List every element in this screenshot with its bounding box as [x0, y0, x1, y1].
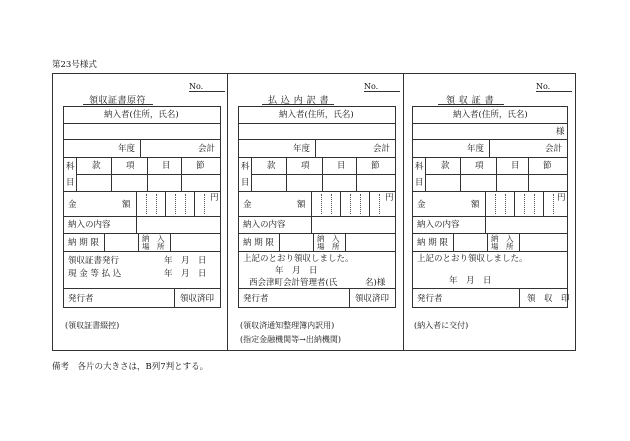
divider: [487, 234, 488, 251]
amount-kin: 金: [68, 200, 77, 210]
contents-row: [239, 217, 395, 234]
divider: [315, 140, 316, 157]
digit-divider: [185, 194, 186, 214]
divider: [313, 234, 314, 251]
payer-row: [64, 107, 220, 124]
divider: [496, 158, 497, 191]
contents-row: [413, 217, 567, 234]
manager-name: 西会津町会計管理者(氏: [249, 278, 338, 288]
divider: [194, 192, 195, 216]
divider: [528, 158, 529, 191]
issuer-label: 発行者: [68, 294, 94, 304]
amount-kin: 金: [417, 200, 426, 210]
form-number: 第23号様式: [52, 60, 97, 70]
place-label-1: 納 入: [142, 234, 165, 243]
col-kan: 款: [441, 161, 450, 171]
deadline-row: [239, 234, 395, 252]
title-underline: [262, 104, 334, 105]
digit-divider: [495, 194, 496, 214]
yen-label: 円: [557, 193, 566, 203]
divider: [140, 140, 141, 157]
divider: [460, 158, 461, 191]
issue-row: [64, 252, 220, 289]
category-header: [76, 158, 220, 175]
yen-label: 円: [385, 193, 394, 203]
panel-note-2: (指定金融機関等→出納機関): [240, 335, 341, 344]
amount-row: [413, 192, 567, 217]
amount-row: [64, 192, 220, 217]
fiscal-year-label: 年度: [293, 144, 311, 154]
deadline-label: 納 期 限: [243, 238, 274, 248]
col-kou: 項: [126, 161, 135, 171]
no-underline: [189, 91, 225, 92]
divider: [543, 192, 544, 216]
payer-blank-row: [239, 124, 395, 140]
divider: [181, 158, 182, 191]
divider: [485, 192, 486, 216]
place-label-1: 納 入: [317, 234, 340, 243]
place-label-2: 場 所: [317, 242, 340, 251]
no-label: No.: [189, 82, 204, 91]
digit-divider: [553, 194, 554, 214]
fiscal-row: [239, 140, 395, 158]
panel-payment-breakdown: [228, 73, 404, 351]
digit-divider: [505, 194, 506, 214]
manager-seal: 名)様: [365, 278, 386, 288]
divider: [356, 158, 357, 191]
digit-divider: [524, 194, 525, 214]
category-header: [251, 158, 395, 175]
payer-label: 納入者(住所，氏名): [104, 110, 179, 120]
amount-gaku: 額: [297, 200, 306, 210]
panel-title: 領 収 証 書: [446, 96, 495, 106]
divider: [170, 234, 171, 251]
divider: [104, 234, 105, 251]
col-setsu: 節: [196, 161, 205, 171]
divider: [489, 140, 490, 157]
no-label: No.: [536, 82, 551, 91]
received-text: 上記のとおり領収しました。: [243, 254, 354, 264]
panel-title: 領収証書原符: [89, 96, 147, 106]
digit-divider: [331, 194, 332, 214]
digit-divider: [146, 194, 147, 214]
place-label-2: 場 所: [491, 242, 514, 251]
panel-receipt-stub: [52, 73, 228, 351]
place-label-1: 納 入: [491, 234, 514, 243]
issuer-row: [413, 289, 570, 308]
remark: 備考 各片の大きさは，B列7判とする。: [52, 362, 209, 372]
col-moku: 目: [162, 161, 171, 171]
panel-title: 払 込 内 訳 書: [268, 96, 329, 106]
no-label: No.: [364, 82, 379, 91]
divider: [286, 158, 287, 191]
issue-label: 領収証書発行: [68, 256, 120, 266]
col-kou: 項: [475, 161, 484, 171]
divider: [311, 217, 312, 233]
divider: [322, 158, 323, 191]
contents-label: 納入の内容: [243, 220, 286, 230]
panel-note-1: (領収済通知整理簿内訳用): [240, 321, 335, 330]
category-row: [413, 158, 567, 192]
received-row: [239, 252, 395, 289]
category-ka: 科: [415, 162, 424, 172]
issuer-row: [64, 289, 220, 308]
payer-blank-row: [64, 124, 220, 140]
divider: [453, 234, 454, 251]
deadline-label: 納 期 限: [417, 238, 448, 248]
payer-row: [413, 107, 567, 124]
received-date: 年 月 日: [275, 266, 318, 276]
issuer-label: 発行者: [243, 294, 269, 304]
stamp-label: 領収済印: [180, 294, 215, 304]
category-row: [239, 158, 395, 192]
title-underline: [438, 104, 504, 105]
received-text: 上記のとおり領収しました。: [417, 254, 528, 264]
yen-label: 円: [210, 193, 219, 203]
divider: [369, 192, 370, 216]
issue-date: 年 月 日: [164, 256, 207, 266]
panel-note: (領収証書綴控): [65, 321, 120, 330]
account-label: 会計: [373, 144, 391, 154]
account-label: 会計: [198, 144, 216, 154]
cash-date: 年 月 日: [164, 269, 207, 279]
payer-name-row: [413, 124, 567, 140]
divider: [485, 217, 486, 233]
fiscal-year-label: 年度: [118, 144, 136, 154]
breakdown-table: [238, 106, 396, 308]
divider: [147, 158, 148, 191]
amount-row: [239, 192, 395, 217]
sama-label: 様: [556, 127, 565, 137]
contents-label: 納入の内容: [68, 220, 111, 230]
no-underline: [536, 91, 572, 92]
divider: [111, 158, 112, 191]
divider: [519, 234, 520, 251]
col-kou: 項: [301, 161, 310, 171]
category-moku: 目: [241, 178, 250, 188]
panel-receipt: [404, 73, 576, 351]
receipt-table: [63, 106, 221, 308]
col-moku: 目: [337, 161, 346, 171]
received-row: [413, 252, 567, 289]
amount-kin: 金: [243, 200, 252, 210]
divider: [349, 289, 350, 308]
digit-divider: [534, 194, 535, 214]
issuer-label: 発行者: [417, 294, 443, 304]
divider: [279, 234, 280, 251]
digit-divider: [350, 194, 351, 214]
no-underline: [364, 91, 400, 92]
divider: [519, 289, 520, 308]
digit-divider: [360, 194, 361, 214]
stamp-label: 領 収 印: [527, 294, 570, 304]
divider: [345, 234, 346, 251]
contents-label: 納入の内容: [417, 220, 460, 230]
divider: [174, 289, 175, 308]
divider: [136, 217, 137, 233]
amount-gaku: 額: [471, 200, 480, 210]
divider: [340, 192, 341, 216]
category-row: [64, 158, 220, 192]
account-label: 会計: [545, 144, 563, 154]
col-moku: 目: [511, 161, 520, 171]
stamp-label: 領収済印: [355, 294, 390, 304]
deadline-row: [64, 234, 220, 252]
col-setsu: 節: [371, 161, 380, 171]
digit-divider: [175, 194, 176, 214]
payer-label: 納入者(住所，氏名): [279, 110, 354, 120]
digit-divider: [379, 194, 380, 214]
divider: [136, 192, 137, 216]
deadline-row: [413, 234, 567, 252]
cash-label: 現 金 等 払 込: [68, 269, 122, 279]
received-date: 年 月 日: [449, 276, 492, 286]
digit-divider: [156, 194, 157, 214]
payer-row: [239, 107, 395, 124]
category-ka: 科: [66, 162, 75, 172]
deadline-label: 納 期 限: [68, 238, 99, 248]
digit-divider: [321, 194, 322, 214]
col-kan: 款: [267, 161, 276, 171]
digit-divider: [204, 194, 205, 214]
payer-label: 納入者(住所，氏名): [453, 110, 528, 120]
fiscal-row: [64, 140, 220, 158]
panel-note: (納入者に交付): [414, 321, 469, 330]
col-kan: 款: [92, 161, 101, 171]
col-setsu: 節: [543, 161, 552, 171]
divider: [138, 234, 139, 251]
category-ka: 科: [241, 162, 250, 172]
amount-gaku: 額: [122, 200, 131, 210]
fiscal-row: [413, 140, 567, 158]
issuer-row: [239, 289, 395, 308]
fiscal-year-label: 年度: [467, 144, 485, 154]
receipt-table: [412, 106, 568, 308]
divider: [514, 192, 515, 216]
divider: [165, 192, 166, 216]
place-label-2: 場 所: [142, 242, 165, 251]
contents-row: [64, 217, 220, 234]
divider: [311, 192, 312, 216]
category-moku: 目: [415, 178, 424, 188]
title-underline: [83, 104, 153, 105]
category-moku: 目: [66, 178, 75, 188]
